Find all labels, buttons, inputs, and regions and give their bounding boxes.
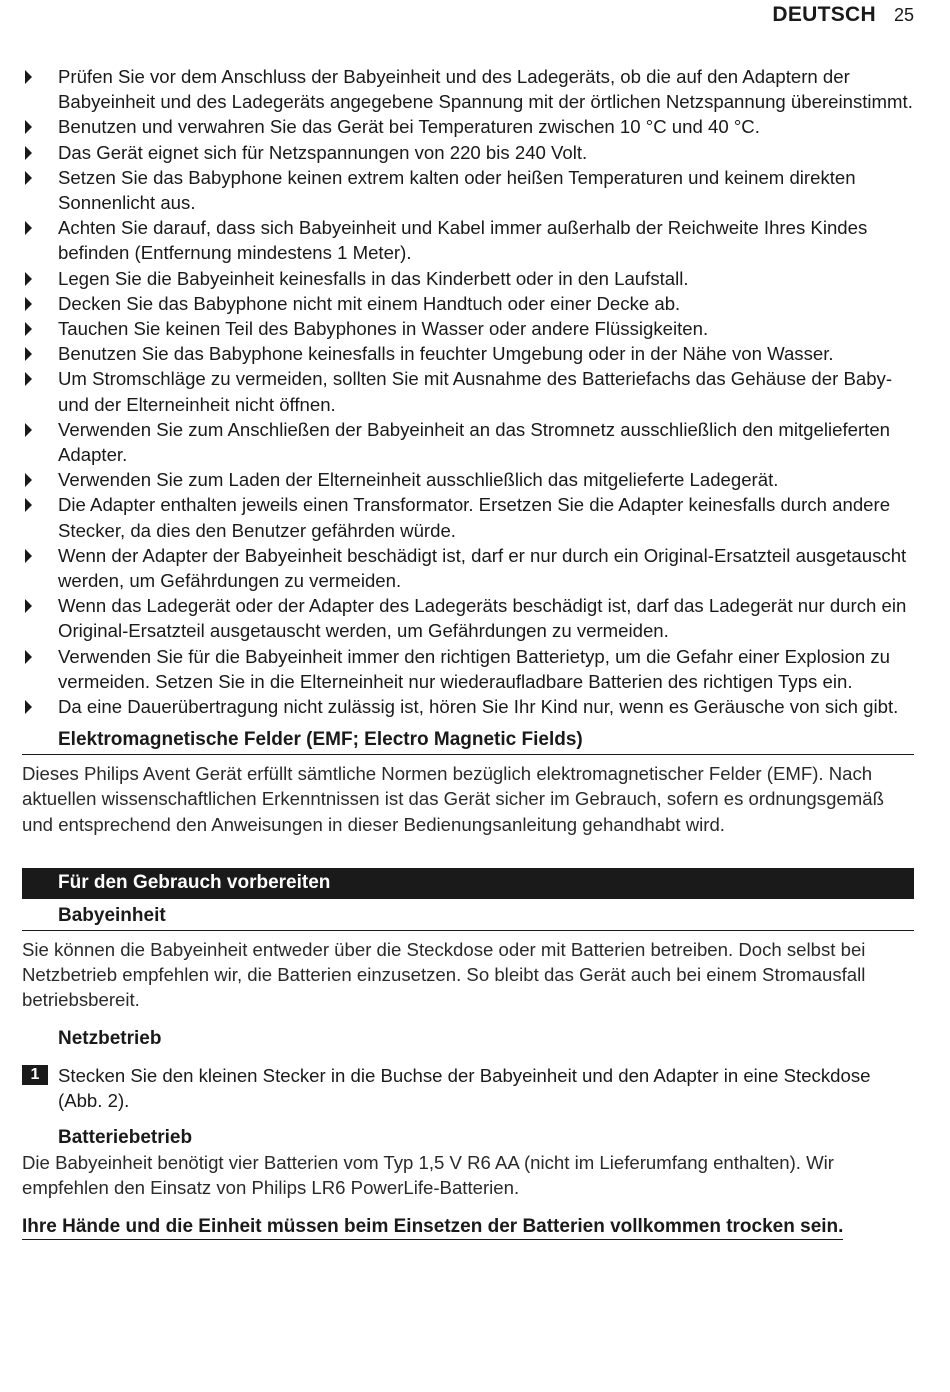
bullet-item	[22, 543, 914, 593]
bullet-text: Das Gerät eignet sich für Netzspannungen von 220 bis 240 Volt.	[58, 141, 588, 163]
bullet-item	[22, 694, 914, 719]
bullet-text: Tauchen Sie keinen Teil des Babyphones in Wasser oder andere Flüssigkeiten.	[58, 318, 709, 340]
bullet-item	[22, 417, 914, 467]
bullet-text: Setzen Sie das Babyphone keinen extrem kalten oder heißen Temperaturen und keinem direkten Sonnenlicht aus.	[58, 166, 856, 214]
page-number: 25	[893, 4, 914, 25]
bullet-item	[22, 64, 914, 114]
bullet-item	[22, 492, 914, 542]
step-1	[22, 1063, 914, 1113]
step-text: Stecken Sie den kleinen Stecker in die Buchse der Babyeinheit und den Adapter in eine Steckdose (Abb. 2).	[58, 1064, 871, 1111]
bullet-item	[22, 114, 914, 139]
bullet-text: Wenn das Ladegerät oder der Adapter des Ladegeräts beschädigt ist, darf das Ladegerät nur durch ein Original-Ersatzteil ausgetauscht werden, um Gefährdungen zu vermeiden.	[58, 595, 907, 642]
bullet-text: Verwenden Sie für die Babyeinheit immer den richtigen Batterietyp, um die Gefahr einer Explosion zu vermeiden. Setzen Sie in die Elterneinheit nur wiederaufladbare Batterien des richtigen Typs ein.	[58, 645, 891, 692]
bullet-text: Decken Sie das Babyphone nicht mit einem Handtuch oder einer Decke ab.	[58, 292, 681, 314]
step-number-badge: 1	[22, 1065, 48, 1085]
bullet-text: Benutzen und verwahren Sie das Gerät bei Temperaturen zwischen 10 °C und 40 °C.	[58, 116, 760, 138]
bullet-arrow-icon	[25, 322, 32, 336]
bullet-arrow-icon	[25, 70, 32, 84]
bullet-arrow-icon	[25, 297, 32, 311]
bullet-text: Da eine Dauerübertragung nicht zulässig ist, hören Sie Ihr Kind nur, wenn es Geräusche von sich gibt.	[58, 696, 899, 718]
bullet-item	[22, 467, 914, 492]
bullet-arrow-icon	[25, 221, 32, 235]
safety-bullet-list	[22, 64, 914, 719]
bullet-item	[22, 316, 914, 341]
bullet-item	[22, 291, 914, 316]
bullet-item	[22, 266, 914, 291]
bullet-item	[22, 140, 914, 165]
page-header	[772, 0, 914, 30]
bullet-arrow-icon	[25, 473, 32, 487]
bullet-arrow-icon	[25, 423, 32, 437]
bullet-text: Achten Sie darauf, dass sich Babyeinheit und Kabel immer außerhalb der Reichweite Ihres Kindes befinden (Entfernung mindestens 1 Meter).	[58, 217, 868, 264]
bullet-arrow-icon	[25, 120, 32, 134]
bullet-arrow-icon	[25, 171, 32, 185]
bullet-item	[22, 366, 914, 416]
babyunit-heading: Babyeinheit	[22, 903, 914, 931]
final-note-wrapper	[22, 1214, 914, 1240]
section-title-prepare: Für den Gebrauch vorbereiten	[22, 868, 914, 899]
bullet-text: Um Stromschläge zu vermeiden, sollten Sie mit Ausnahme des Batteriefachs das Gehäuse der Baby- und der Elterneinheit nicht öffnen.	[58, 368, 893, 415]
bullet-arrow-icon	[25, 549, 32, 563]
bullet-arrow-icon	[25, 599, 32, 613]
bullet-text: Verwenden Sie zum Anschließen der Babyeinheit an das Stromnetz ausschließlich den mitgelieferten Adapter.	[58, 418, 891, 466]
bullet-arrow-icon	[25, 700, 32, 714]
bullet-text: Benutzen Sie das Babyphone keinesfalls in feuchter Umgebung oder in der Nähe von Wasser.	[58, 343, 834, 365]
bullet-item	[22, 165, 914, 215]
final-note: Ihre Hände und die Einheit müssen beim Einsetzen der Batterien vollkommen trocken sein.	[22, 1214, 843, 1240]
mains-heading: Netzbetrieb	[58, 1027, 162, 1049]
battery-paragraph: Die Babyeinheit benötigt vier Batterien vom Typ 1,5 V R6 AA (nicht im Lieferumfang enthalten). Wir empfehlen den Einsatz von Philips LR6 PowerLife-Batterien.	[22, 1151, 834, 1199]
bullet-text: Verwenden Sie zum Laden der Elterneinheit ausschließlich das mitgelieferte Ladegerät.	[58, 469, 779, 491]
bullet-arrow-icon	[25, 498, 32, 512]
bullet-text: Prüfen Sie vor dem Anschluss der Babyeinheit und des Ladegeräts, ob die auf den Adaptern der Babyeinheit und des Ladegeräts angegebene Spannung mit der örtlichen Netzspannung übereinstimmt.	[58, 66, 913, 113]
bullet-item	[22, 644, 914, 694]
bullet-text: Die Adapter enthalten jeweils einen Transformator. Ersetzen Sie die Adapter keinesfalls durch andere Stecker, da dies den Benutzer gefährden würde.	[58, 494, 891, 541]
bullet-arrow-icon	[25, 272, 32, 286]
bullet-item	[22, 215, 914, 265]
bullet-text: Legen Sie die Babyeinheit keinesfalls in das Kinderbett oder in den Laufstall.	[58, 267, 689, 289]
babyunit-paragraph: Sie können die Babyeinheit entweder über die Steckdose oder mit Batterien betreiben. Doch selbst bei Netzbetrieb empfehlen wir, die Batterien einzusetzen. So bleibt das Gerät auch bei einem Stromausfall betriebsbereit.	[22, 938, 866, 1011]
bullet-arrow-icon	[25, 146, 32, 160]
battery-heading: Batteriebetrieb	[58, 1126, 193, 1148]
page-content	[22, 64, 914, 1240]
bullet-arrow-icon	[25, 372, 32, 386]
bullet-arrow-icon	[25, 650, 32, 664]
bullet-arrow-icon	[25, 347, 32, 361]
bullet-text: Wenn der Adapter der Babyeinheit beschädigt ist, darf er nur durch ein Original-Ersatzteil ausgetauscht werden, um Gefährdungen zu vermeiden.	[58, 544, 907, 592]
emf-paragraph: Dieses Philips Avent Gerät erfüllt sämtliche Normen bezüglich elektromagnetischer Felder (EMF). Nach aktuellen wissenschaftlichen Erkenntnissen ist das Gerät sicher im Gebrauch, sofern es ordnungsgemäß und entsprechend den Anweisungen in dieser Bedienungsanleitung gehandhabt wird.	[22, 763, 884, 835]
bullet-item	[22, 341, 914, 366]
emf-heading: Elektromagnetische Felder (EMF; Electro Magnetic Fields)	[22, 727, 914, 755]
language-label: DEUTSCH	[772, 3, 876, 26]
bullet-item	[22, 593, 914, 643]
